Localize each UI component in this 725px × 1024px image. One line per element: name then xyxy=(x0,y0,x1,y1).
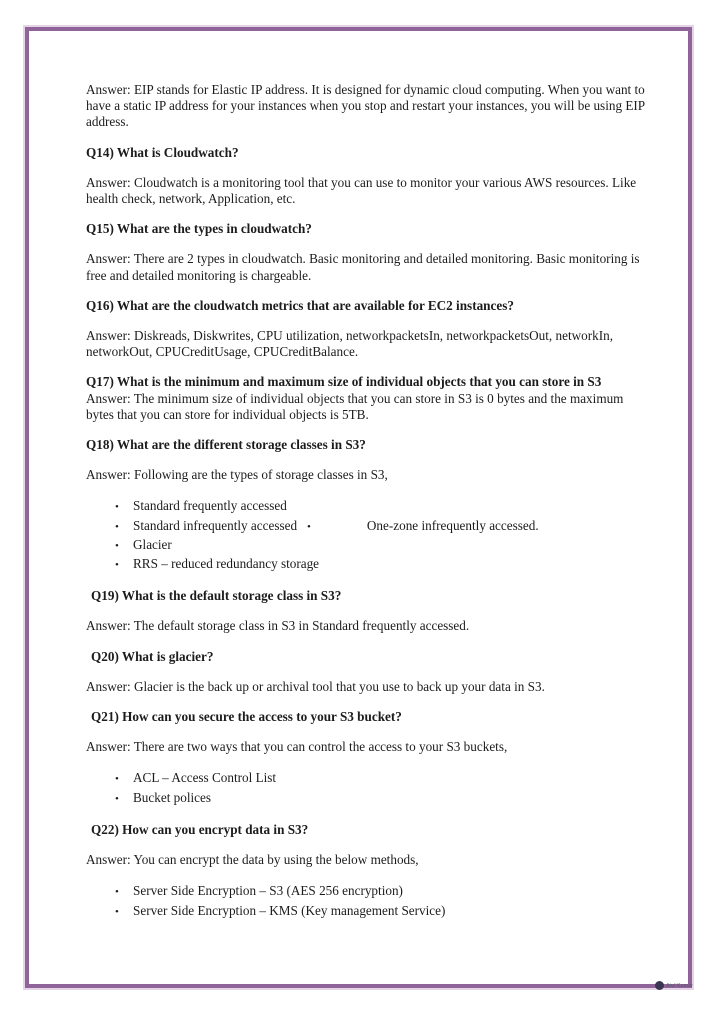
s3-encryption-list xyxy=(86,882,646,920)
answer-paragraph-q19: Answer: The default storage class in S3 in Standard frequently accessed. xyxy=(86,618,470,634)
watermark xyxy=(655,981,693,990)
list-item-text: RRS – reduced redundancy storage xyxy=(133,556,320,572)
bullet-icon: • xyxy=(115,905,119,918)
list-item xyxy=(115,789,646,808)
list-item-text: One-zone infrequently accessed. xyxy=(366,517,539,533)
list-item xyxy=(115,882,646,901)
question-heading-q15: Q15) What are the types in cloudwatch? xyxy=(86,221,312,237)
question-heading-q22: Q22) How can you encrypt data in S3? xyxy=(91,821,309,837)
list-item xyxy=(115,517,646,536)
bullet-icon: • xyxy=(115,539,119,552)
answer-paragraph-q15: Answer: There are 2 types in cloudwatch. Basic monitoring and detailed monitoring. Basic monitoring is free and detailed monitoring is chargeable. xyxy=(86,251,640,283)
answer-paragraph-q21: Answer: There are two ways that you can control the access to your S3 buckets, xyxy=(86,739,508,755)
question-heading-q20: Q20) What is glacier? xyxy=(91,648,214,664)
document-content xyxy=(86,82,646,935)
list-item xyxy=(115,555,646,574)
logo-icon xyxy=(655,981,664,990)
question-heading-q16: Q16) What are the cloudwatch metrics that are available for EC2 instances? xyxy=(86,297,514,313)
answer-paragraph-q17: Answer: The minimum size of individual objects that you can store in S3 is 0 bytes and the maximum bytes that you can store for individual objects is 5TB. xyxy=(86,390,624,422)
answer-paragraph-q16: Answer: Diskreads, Diskwrites, CPU utilization, networkpacketsIn, networkpacketsOut, networkIn, networkOut, CPUCreditUsage, CPUCreditBalance. xyxy=(86,328,614,360)
question-heading-q19: Q19) What is the default storage class in S3? xyxy=(91,588,342,604)
list-item xyxy=(115,902,646,921)
bullet-icon: • xyxy=(115,886,119,899)
question-heading-q21: Q21) How can you secure the access to your S3 bucket? xyxy=(91,709,402,725)
list-item-text: Server Side Encryption – KMS (Key management Service) xyxy=(133,902,446,918)
answer-paragraph-q22: Answer: You can encrypt the data by using the below methods, xyxy=(86,852,419,868)
list-item-text: Server Side Encryption – S3 (AES 256 encryption) xyxy=(133,883,403,899)
bullet-icon: • xyxy=(115,559,119,572)
bullet-icon: • xyxy=(115,501,119,514)
list-item-text: Standard infrequently accessed xyxy=(133,517,298,533)
list-item-text: Glacier xyxy=(133,536,172,552)
bullet-icon: • xyxy=(307,520,311,533)
list-item-text: ACL – Access Control List xyxy=(133,770,277,786)
list-item xyxy=(115,497,646,516)
list-item xyxy=(115,769,646,788)
question-heading-q17: Q17) What is the minimum and maximum size of individual objects that you can store in S3 xyxy=(86,374,602,390)
bullet-icon: • xyxy=(115,773,119,786)
answer-paragraph-q14: Answer: Cloudwatch is a monitoring tool that you can use to monitor your various AWS resources. Like health check, network, Application, etc. xyxy=(86,174,637,207)
question-heading-q18: Q18) What are the different storage classes in S3? xyxy=(86,437,366,453)
list-item-text: Bucket polices xyxy=(133,789,212,805)
bullet-icon: • xyxy=(115,792,119,805)
answer-paragraph-q18: Answer: Following are the types of storage classes in S3, xyxy=(86,467,388,483)
question-heading-q14: Q14) What is Cloudwatch? xyxy=(86,144,239,160)
answer-paragraph-q20: Answer: Glacier is the back up or archival tool that you use to back up your data in S3. xyxy=(86,678,545,694)
bullet-icon: • xyxy=(115,520,119,533)
list-item xyxy=(115,536,646,555)
storage-classes-list xyxy=(86,497,646,574)
s3-access-list xyxy=(86,769,646,807)
list-item-text: Standard frequently accessed xyxy=(133,498,287,514)
answer-paragraph-eip: Answer: EIP stands for Elastic IP address. It is designed for dynamic cloud computing. When you want to have a static IP address for your instances when you stop and restart your instances, you will be using EIP address. xyxy=(86,82,645,130)
watermark-text: Atul Kumar xyxy=(666,982,693,989)
